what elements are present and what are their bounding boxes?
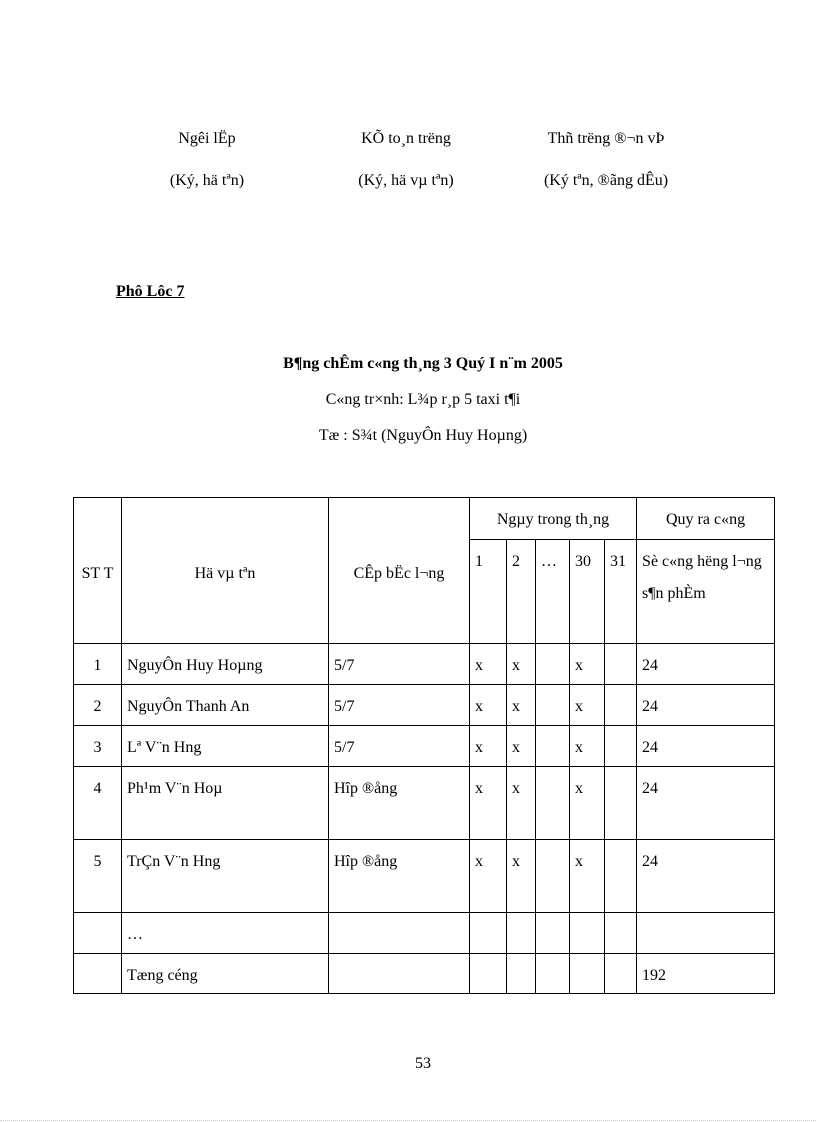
row-day-mark-cell	[536, 913, 570, 954]
timesheet-table	[73, 497, 775, 994]
header-day-30: 30	[570, 540, 605, 644]
header-day-1: 1	[470, 540, 507, 644]
row-total-cell: 24	[637, 767, 775, 840]
table-row	[74, 913, 775, 954]
row-name-cell: Tæng céng	[122, 954, 329, 994]
header-day-2: 2	[507, 540, 536, 644]
row-total-cell: 24	[637, 644, 775, 685]
row-name-cell: NguyÔn Huy Hoµng	[122, 644, 329, 685]
header-day-ellipsis: …	[536, 540, 570, 644]
header-row-top	[74, 498, 775, 540]
header-stt: ST T	[74, 498, 122, 644]
table-title: B¶ng chÊm c«ng th¸ng 3 Quý I n¨m 2005	[283, 355, 563, 372]
row-name-cell: NguyÔn Thanh An	[122, 685, 329, 726]
row-day-mark-cell	[470, 954, 507, 994]
row-stt-cell	[74, 954, 122, 994]
signature-director-note: (Ký tªn, ®ãng dÊu)	[543, 172, 669, 189]
row-day-mark-cell: x	[570, 767, 605, 840]
row-day-mark-cell	[536, 644, 570, 685]
row-name-cell: TrÇn V¨n Hng	[122, 840, 329, 913]
row-stt-cell: 2	[74, 685, 122, 726]
row-day-mark-cell	[507, 913, 536, 954]
header-convert-group: Quy ra c«ng	[637, 498, 775, 540]
signature-preparer-note: (Ký, hä tªn)	[169, 172, 245, 189]
row-total-cell	[637, 913, 775, 954]
table-row	[74, 685, 775, 726]
row-day-mark-cell	[605, 840, 637, 913]
page-footer-divider	[0, 1120, 816, 1121]
row-grade-cell: Hîp ®ång	[329, 840, 470, 913]
row-day-mark-cell	[507, 954, 536, 994]
signature-preparer-title: Ngêi lËp	[178, 130, 236, 147]
row-day-mark-cell	[570, 954, 605, 994]
row-day-mark-cell	[536, 840, 570, 913]
row-day-mark-cell: x	[570, 644, 605, 685]
table-row	[74, 954, 775, 994]
row-name-cell: Ph¹m V¨n Hoµ	[122, 767, 329, 840]
row-day-mark-cell: x	[470, 767, 507, 840]
row-day-mark-cell: x	[470, 685, 507, 726]
row-day-mark-cell: x	[470, 840, 507, 913]
row-day-mark-cell: x	[507, 840, 536, 913]
row-total-cell: 24	[637, 685, 775, 726]
timesheet-body	[74, 498, 775, 994]
project-line: C«ng tr×nh: L¾p r¸p 5 taxi t¶i	[325, 391, 521, 408]
row-grade-cell: Hîp ®ång	[329, 767, 470, 840]
team-line: Tæ : S¾t (NguyÔn Huy Hoµng)	[318, 427, 528, 444]
row-day-mark-cell: x	[507, 767, 536, 840]
row-day-mark-cell	[605, 644, 637, 685]
row-day-mark-cell: x	[507, 644, 536, 685]
row-day-mark-cell: x	[570, 726, 605, 767]
row-day-mark-cell	[470, 913, 507, 954]
row-stt-cell: 3	[74, 726, 122, 767]
row-day-mark-cell	[605, 913, 637, 954]
row-day-mark-cell: x	[570, 840, 605, 913]
header-name: Hä vµ tªn	[122, 498, 329, 644]
page-number: 53	[415, 1055, 431, 1072]
row-total-cell: 24	[637, 840, 775, 913]
header-convert-sub: Sè c«ng hëng l¬ng s¶n phÈm	[637, 540, 775, 644]
header-grade: CÊp bËc l¬ng	[329, 498, 470, 644]
row-day-mark-cell	[536, 726, 570, 767]
signature-accountant-title: KÕ to¸n trëng	[361, 130, 451, 147]
row-day-mark-cell: x	[507, 726, 536, 767]
signature-accountant-note: (Ký, hä vµ tªn)	[358, 172, 454, 189]
row-day-mark-cell	[536, 954, 570, 994]
table-row	[74, 726, 775, 767]
row-day-mark-cell	[605, 685, 637, 726]
row-stt-cell	[74, 913, 122, 954]
row-grade-cell	[329, 913, 470, 954]
table-row	[74, 644, 775, 685]
row-day-mark-cell: x	[570, 685, 605, 726]
row-day-mark-cell	[570, 913, 605, 954]
row-day-mark-cell: x	[470, 644, 507, 685]
row-day-mark-cell: x	[470, 726, 507, 767]
row-day-mark-cell	[605, 767, 637, 840]
row-grade-cell: 5/7	[329, 685, 470, 726]
row-grade-cell	[329, 954, 470, 994]
row-stt-cell: 5	[74, 840, 122, 913]
appendix-label: Phô Lôc 7	[116, 283, 185, 300]
row-grade-cell: 5/7	[329, 726, 470, 767]
row-name-cell: Lª V¨n Hng	[122, 726, 329, 767]
row-grade-cell: 5/7	[329, 644, 470, 685]
row-name-cell: …	[122, 913, 329, 954]
row-total-cell: 24	[637, 726, 775, 767]
row-total-cell: 192	[637, 954, 775, 994]
table-row	[74, 767, 775, 840]
signature-director-title: Thñ trëng ®¬n vÞ	[547, 130, 665, 147]
row-day-mark-cell	[536, 767, 570, 840]
row-day-mark-cell	[605, 954, 637, 994]
header-day-31: 31	[605, 540, 637, 644]
row-stt-cell: 4	[74, 767, 122, 840]
row-day-mark-cell	[536, 685, 570, 726]
table-row	[74, 840, 775, 913]
row-stt-cell: 1	[74, 644, 122, 685]
row-day-mark-cell	[605, 726, 637, 767]
header-days-group: Ngµy trong th¸ng	[470, 498, 637, 540]
row-day-mark-cell: x	[507, 685, 536, 726]
